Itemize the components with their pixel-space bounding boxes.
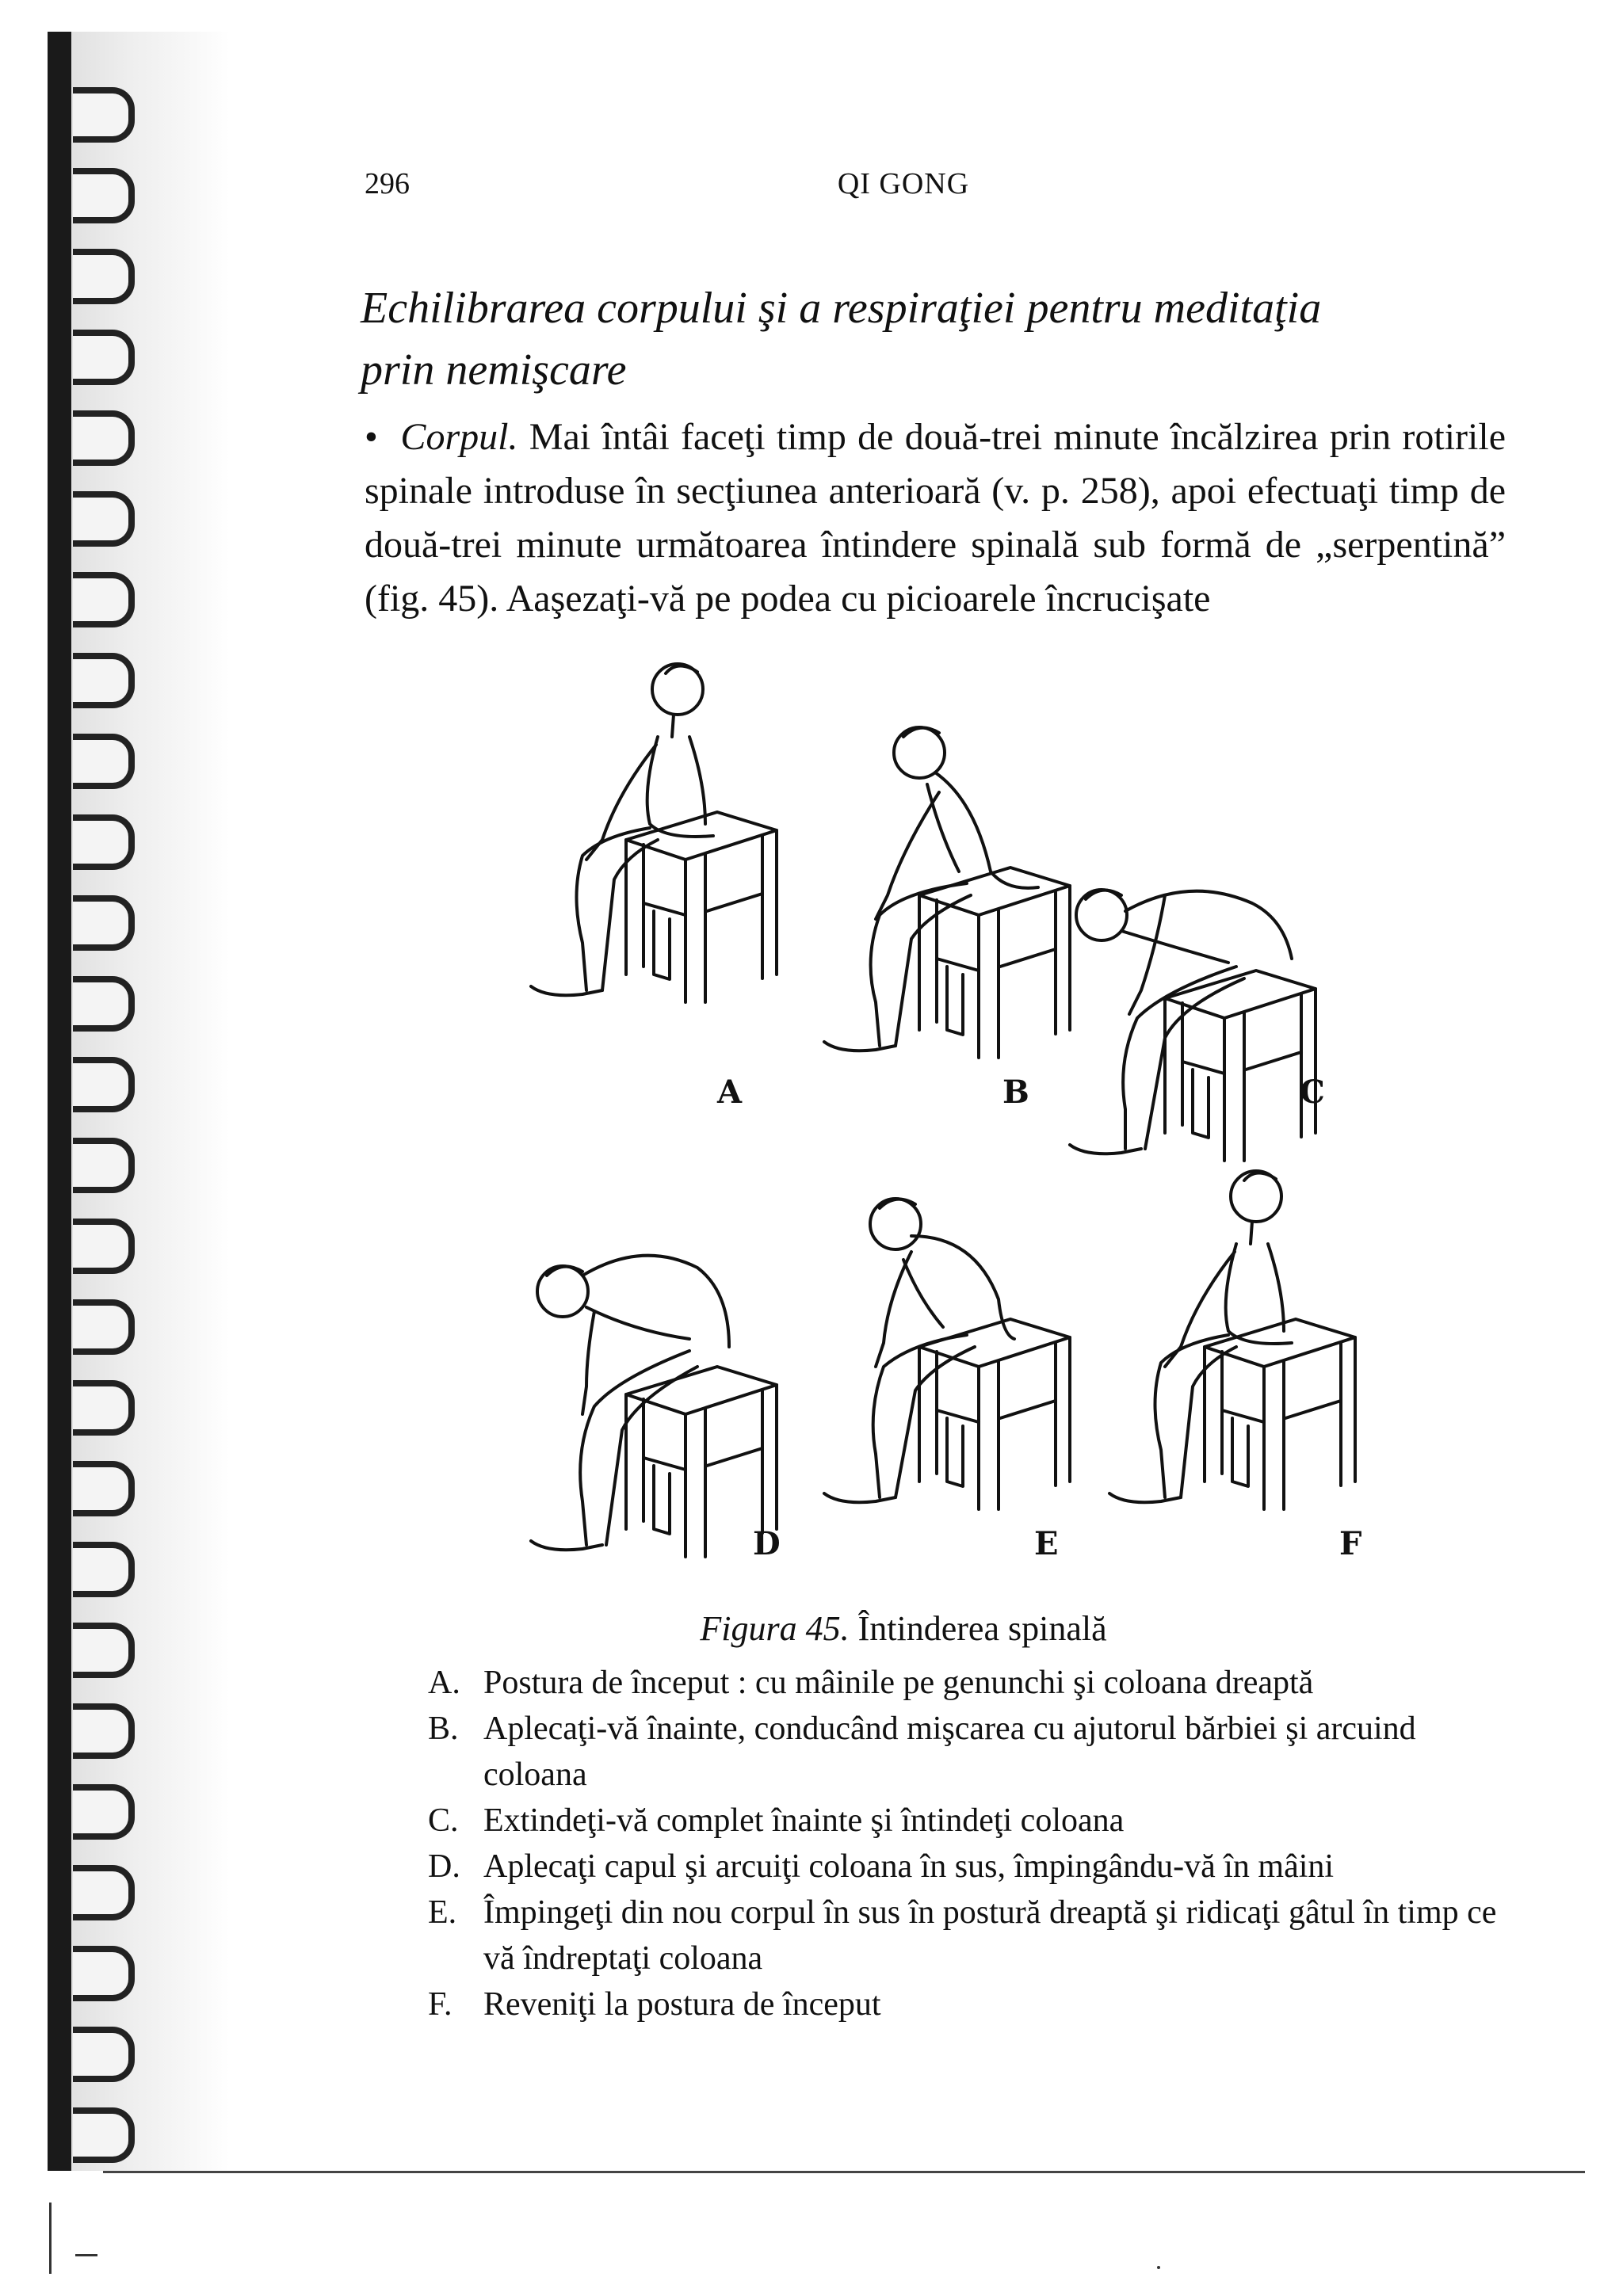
legend-item — [428, 1981, 1522, 2027]
binding-ring — [73, 1057, 135, 1112]
binding-ring — [73, 330, 135, 385]
caption-label: Figura 45. — [700, 1609, 850, 1648]
legend-item — [428, 1660, 1522, 1706]
figure-letter-label: B — [1002, 1074, 1029, 1111]
section-title — [361, 277, 1470, 401]
legend-letter: F. — [428, 1986, 453, 2023]
binding-ring — [73, 1623, 135, 1678]
binding-ring — [73, 1461, 135, 1516]
legend-letter: B. — [428, 1711, 459, 1747]
legend-text: Împingeţi din nou corpul în sus în postură dreaptă şi ridicaţi gâtul în timp ce vă îndreptaţi coloana — [483, 1894, 1497, 1977]
binding-ring — [73, 1542, 135, 1597]
legend-letter: A. — [428, 1665, 460, 1701]
figure-caption — [365, 1608, 1442, 1649]
seated-figure-drawing — [507, 642, 808, 1006]
legend-item — [428, 1798, 1522, 1844]
scan-speck — [75, 2254, 97, 2256]
page-header — [365, 166, 1442, 214]
figure-illustration — [800, 1149, 1102, 1513]
figure-illustration — [1086, 1149, 1387, 1513]
binding-ring — [73, 2027, 135, 2082]
scan-speck — [49, 2203, 52, 2274]
legend-letter: D. — [428, 1848, 460, 1885]
figure-letter-label: F — [1339, 1525, 1362, 1562]
legend-text: Postura de început : cu mâinile pe genunchi şi coloana dreaptă — [483, 1665, 1314, 1701]
binding-ring — [73, 87, 135, 143]
paragraph-text: Mai întâi faceţi timp de două-trei minute încălzirea prin rotirile spinale introduse în secţiunea anterioară (v. p. 258), apoi efectuaţi timp de două-trei minute următoarea întindere spinală sub formă de „serpentină” (fig. 45). Aaşezaţi-vă pe podea cu picioarele încrucişate — [365, 416, 1507, 620]
spiral-binding-edge — [48, 32, 71, 2171]
binding-ring — [73, 653, 135, 708]
legend-item — [428, 1844, 1522, 1890]
legend-letter: C. — [428, 1802, 459, 1839]
section-title-line-1: Echilibrarea corpului şi a respiraţiei pentru meditaţia — [361, 284, 1322, 333]
legend-text: Aplecaţi capul şi arcuiţi coloana în sus, împingându-vă în mâini — [483, 1848, 1335, 1885]
binding-ring — [73, 249, 135, 304]
figure-illustration — [507, 642, 808, 1006]
figure-letter-label: A — [717, 1074, 743, 1111]
legend-text: Reveniţi la postura de început — [483, 1986, 881, 2023]
binding-ring — [73, 1703, 135, 1759]
figure-letter-label: D — [753, 1525, 781, 1562]
binding-ring — [73, 1138, 135, 1193]
binding-ring — [73, 1784, 135, 1840]
binding-ring — [73, 895, 135, 951]
binding-ring — [73, 410, 135, 466]
page-number: 296 — [365, 167, 410, 200]
seated-figure-drawing — [507, 1196, 808, 1561]
binding-ring — [73, 814, 135, 870]
binding-ring — [73, 168, 135, 223]
legend-text: Aplecaţi-vă înainte, conducând mişcarea cu ajutorul bărbiei şi arcuind coloana — [483, 1711, 1416, 1793]
binding-ring — [73, 734, 135, 789]
binding-ring — [73, 976, 135, 1032]
figure-letter-label: C — [1300, 1074, 1325, 1111]
figure-legend — [428, 1660, 1522, 2027]
scan-speck — [1157, 2266, 1160, 2269]
binding-ring — [73, 1865, 135, 1920]
binding-ring — [73, 1299, 135, 1355]
caption-text: Întinderea spinală — [857, 1609, 1107, 1648]
running-title: QI GONG — [837, 167, 970, 200]
body-paragraph — [365, 410, 1506, 626]
legend-text: Extindeţi-vă complet înainte şi întindeţi coloana — [483, 1802, 1125, 1839]
figure-letter-label: E — [1034, 1525, 1059, 1562]
legend-letter: E. — [428, 1894, 457, 1931]
bullet: • — [365, 416, 378, 458]
seated-figure-drawing — [800, 1149, 1102, 1513]
seated-figure-drawing — [1086, 1149, 1387, 1513]
page-bottom-edge — [103, 2171, 1585, 2173]
figure-illustration — [507, 1196, 808, 1561]
paragraph-lead: Corpul. — [400, 416, 518, 458]
section-title-line-2: prin nemişcare — [361, 345, 627, 395]
legend-item — [428, 1706, 1522, 1798]
binding-ring — [73, 572, 135, 627]
binding-ring — [73, 2107, 135, 2163]
binding-ring — [73, 1946, 135, 2001]
binding-ring — [73, 1219, 135, 1274]
legend-item — [428, 1890, 1522, 1981]
binding-ring — [73, 1380, 135, 1436]
binding-ring — [73, 491, 135, 547]
